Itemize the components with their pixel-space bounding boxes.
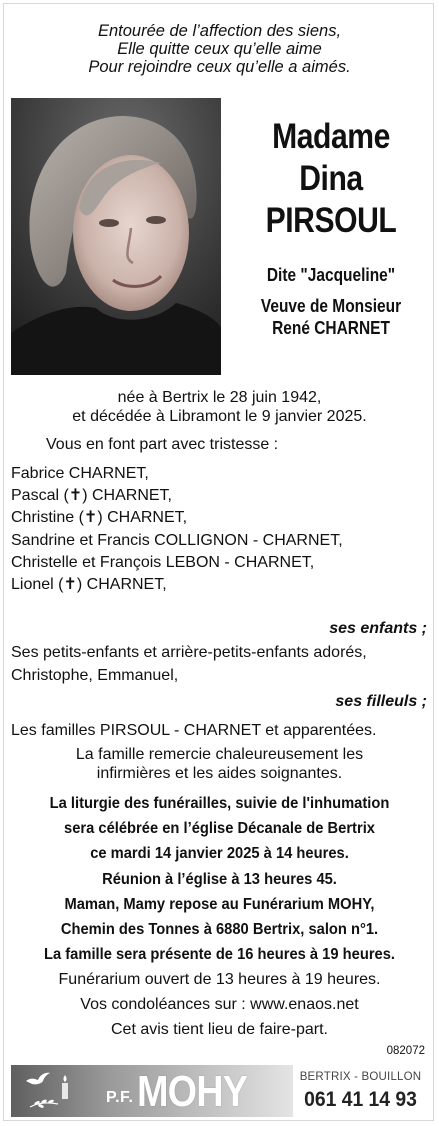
name-title: Madame <box>272 117 390 156</box>
ceremony-line: sera célébrée en l’église Décanale de Bertrix <box>64 820 375 838</box>
banner-logo-area <box>11 1065 293 1117</box>
practical-info <box>0 967 439 1043</box>
death-line: et décédée à Libramont le 9 janvier 2025. <box>72 408 367 425</box>
deceased-name <box>242 116 419 242</box>
contact-area <box>293 1065 428 1117</box>
grandchildren-line: Ses petits-enfants et arrière-petits-enfants adorés, <box>11 644 367 661</box>
widow-line: René CHARNET <box>272 318 390 338</box>
list-item: Christelle et François LEBON - CHARNET, <box>11 553 315 571</box>
pf-label: P.F. <box>106 1089 134 1106</box>
candle-icon <box>59 1075 71 1099</box>
thanks-line: infirmières et les aides soignantes. <box>96 764 343 782</box>
godchildren-role: ses filleuls ; <box>335 693 427 710</box>
children-list <box>11 463 343 596</box>
phone-number[interactable]: 061 41 14 93 <box>304 1088 417 1111</box>
name-first: Dina <box>299 159 363 198</box>
portrait-illustration <box>11 98 221 375</box>
thanks-message <box>0 746 439 783</box>
info-line: Vos condoléances sur : www.enaos.net <box>80 996 359 1014</box>
ceremony-line: Réunion à l’église à 13 heures 45. <box>102 870 337 888</box>
ceremony-details <box>18 791 422 967</box>
ceremony-line: ce mardi 14 janvier 2025 à 14 heures. <box>90 845 349 863</box>
godchildren-line: Christophe, Emmanuel, <box>11 667 179 684</box>
ceremony-line: Chemin des Tonnes à 6880 Bertrix, salon n°1. <box>60 921 379 939</box>
epitaph-line: Entourée de l’affection des siens, <box>97 22 342 40</box>
families-line: Les familles PIRSOUL - CHARNET et apparentées. <box>11 722 377 739</box>
epitaph-line: Elle quitte ceux qu’elle aime <box>117 40 322 58</box>
brand-name: MOHY <box>137 1067 248 1116</box>
birth-line: née à Bertrix le 28 juin 1942, <box>117 389 322 406</box>
name-last: PIRSOUL <box>265 201 397 240</box>
list-item: Pascal (✝) CHARNET, <box>11 487 172 505</box>
portrait-photo <box>11 98 221 375</box>
ceremony-line: La liturgie des funérailles, suivie de l'inhumation <box>49 795 390 812</box>
dove-icon <box>25 1071 51 1089</box>
deceased-subtitle <box>242 264 419 339</box>
ceremony-line: Maman, Mamy repose au Funérarium MOHY, <box>64 895 375 913</box>
leaves-icon <box>29 1095 59 1109</box>
widow-line: Veuve de Monsieur <box>260 296 402 316</box>
reference-code: 082072 <box>386 1045 425 1057</box>
list-item: Christine (✝) CHARNET, <box>11 509 188 527</box>
info-line: Funérarium ouvert de 13 heures à 19 heures. <box>58 971 381 988</box>
epitaph-line: Pour rejoindre ceux qu’elle a aimés. <box>88 58 351 76</box>
list-item: Fabrice CHARNET, <box>11 465 149 482</box>
list-item: Sandrine et Francis COLLIGNON - CHARNET, <box>11 531 343 549</box>
announcement-intro: Vous en font part avec tristesse : <box>46 436 279 453</box>
epitaph <box>0 22 439 76</box>
thanks-line: La famille remercie chaleureusement les <box>75 746 364 763</box>
children-role: ses enfants ; <box>329 620 427 637</box>
info-line: Cet avis tient lieu de faire-part. <box>111 1021 328 1039</box>
location-label: BERTRIX - BOUILLON <box>299 1071 422 1083</box>
list-item: Lionel (✝) CHARNET, <box>11 576 167 594</box>
birth-death-info <box>0 388 439 426</box>
funeral-home-banner <box>11 1065 428 1117</box>
ceremony-line: La famille sera présente de 16 heures à 19 heures. <box>43 946 396 964</box>
nickname: Dite "Jacqueline" <box>266 265 396 285</box>
